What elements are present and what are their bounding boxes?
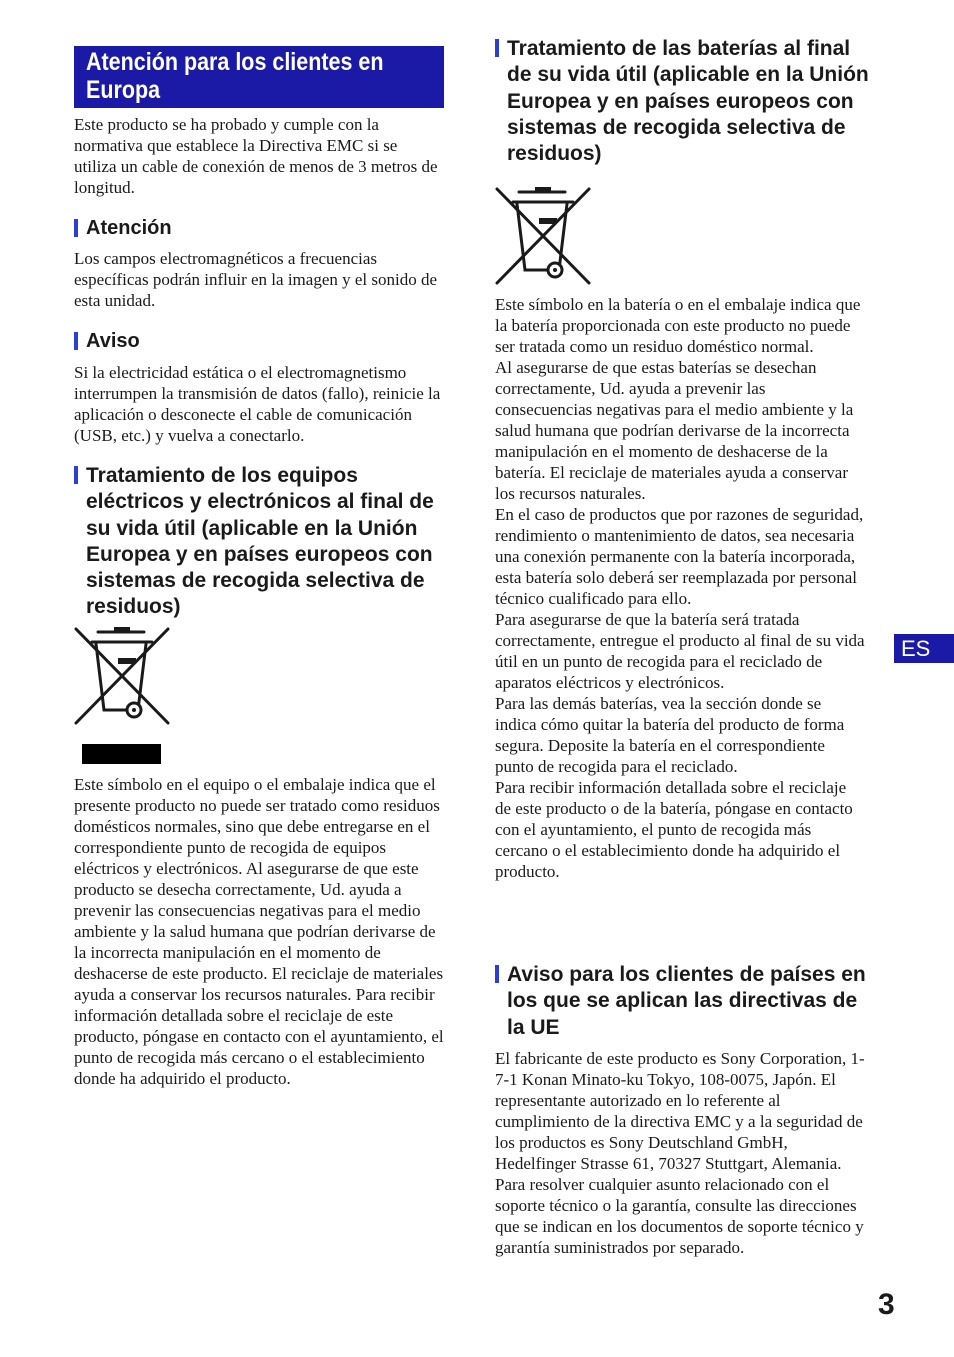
baterias-paragraphs	[495, 294, 865, 882]
banner-title-line1: Atención para los clientes en	[86, 48, 384, 76]
crossed-bin-icon	[495, 186, 591, 286]
black-bar	[82, 744, 161, 764]
baterias-p6: Para recibir información detallada sobre el reciclaje de este producto o de la batería, póngase en contacto con el ayuntamiento, el punto de recogida más cercano o el establecimiento donde ha adquirido el producto.	[495, 778, 853, 881]
baterias-p1: Este símbolo en la batería o en el embalaje indica que la batería proporcionada con este producto no puede ser tratada como un residuo doméstico normal.	[495, 295, 861, 356]
heading-directivas: Aviso para los clientes de países en los que se aplican las directivas de la UE	[495, 962, 869, 1041]
section-banner	[74, 46, 444, 108]
heading-aviso: Aviso	[74, 329, 448, 353]
baterias-p2: Al asegurarse de que estas baterías se desechan correctamente, Ud. ayuda a prevenir las consecuencias negativas para el medio ambiente y la salud humana que podrían derivarse de la incorrecta manipulación en el momento de deshacerse de la batería. El reciclaje de materiales ayuda a conservar los recursos naturales.	[495, 358, 854, 503]
aviso-paragraph: Si la electricidad estática o el electromagnetismo interrumpen la transmisión de datos (fallo), reinicie la aplicación o desconecte el cable de comunicación (USB, etc.) y vuelva a conectarlo.	[74, 363, 441, 445]
banner-title-line2: Europa	[86, 76, 161, 104]
intro-paragraph: Este producto se ha probado y cumple con la normativa que establece la Directiva EMC si se utiliza un cable de conexión de menos de 3 metros de longitud.	[74, 115, 438, 197]
atencion-paragraph: Los campos electromagnéticos a frecuencias específicas podrán influir en la imagen y el sonido de esta unidad.	[74, 249, 438, 310]
equipos-paragraph: Este símbolo en el equipo o el embalaje indica que el presente producto no puede ser tratado como residuos domésticos normales, sino que debe entregarse en el correspondiente punto de recogida de equipos eléctricos y electrónicos. Al asegurarse de que este producto se desecha correctamente, Ud. ayuda a prevenir las consecuencias negativas para el medio ambiente y la salud humana que podrían derivarse de la incorrecta manipulación en el momento de deshacerse de este producto. El reciclaje de materiales ayuda a conservar los recursos naturales. Para recibir información detallada sobre el reciclaje de este producto, póngase en contacto con el ayuntamiento, el punto de recogida más cercano o el establecimiento donde ha adquirido el producto.	[74, 775, 444, 1088]
heading-baterias: Tratamiento de las baterías al final de su vida útil (aplicable en la Unión Europea y en países europeos con sistemas de recogida selectiva de residuos)	[495, 36, 869, 167]
baterias-p5: Para las demás baterías, vea la sección donde se indica cómo quitar la batería del producto de forma segura. Deposite la batería en el correspondiente punto de recogida para el reciclado.	[495, 694, 845, 776]
language-tab: ES	[894, 634, 954, 663]
directivas-paragraph: El fabricante de este producto es Sony Corporation, 1-7-1 Konan Minato-ku Tokyo, 108-0075, Japón. El representante autorizado en lo referente al cumplimiento de la directiva EMC y a la seguridad de los productos es Sony Deutschland GmbH, Hedelfinger Strasse 61, 70327 Stuttgart, Alemania. Para resolver cualquier asunto relacionado con el soporte técnico o la garantía, consulte las direcciones que se indican en los documentos de soporte técnico y garantía suministrados por separado.	[495, 1049, 865, 1257]
baterias-p4: Para asegurarse de que la batería será tratada correctamente, entregue el producto al final de su vida útil en un punto de recogida para el reciclado de aparatos eléctricos y electrónicos.	[495, 610, 865, 692]
page-number: 3	[878, 1288, 895, 1321]
crossed-bin-icon	[74, 626, 170, 726]
heading-equipos: Tratamiento de los equipos eléctricos y electrónicos al final de su vida útil (aplicable en la Unión Europea y en países europeos con sistemas de recogida selectiva de residuos)	[74, 463, 448, 621]
heading-atencion: Atención	[74, 216, 448, 240]
baterias-p3: En el caso de productos que por razones de seguridad, rendimiento o mantenimiento de datos, sea necesaria una conexión permanente con la batería incorporada, esta batería solo deberá ser reemplazada por personal técnico cualificado para ello.	[495, 505, 864, 608]
